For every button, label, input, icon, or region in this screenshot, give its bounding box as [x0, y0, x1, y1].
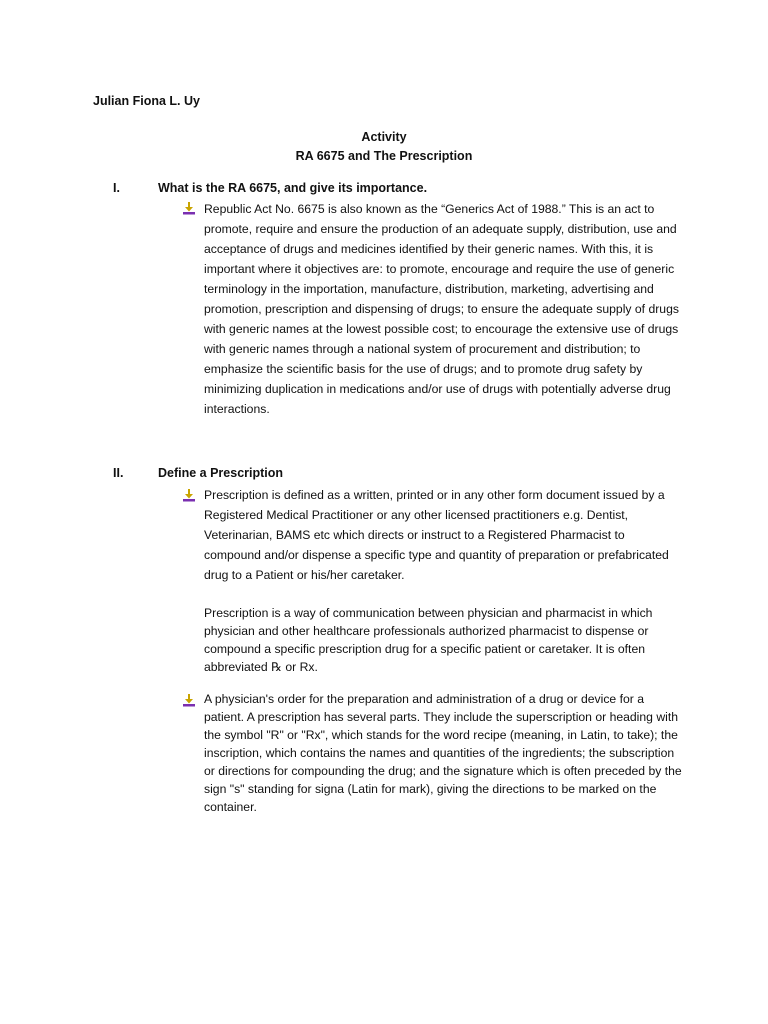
arrow-bullet-icon: [182, 694, 196, 707]
arrow-bullet-icon: [182, 202, 196, 215]
section-number: II.: [113, 466, 124, 480]
paragraph-physician-order: A physician's order for the preparation and administration of a drug or device for a patient. A prescription has several parts. They include the superscription or heading with the symbol "R" or "Rx", which stands for the word recipe (meaning, in Latin, to take); the inscription, which contains the names and quantities of the ingredients; the subscription or directions for compounding the drug; and the signature which is often preceded by the sign "s" standing for signa (Latin for mark), giving the directions to be marked on the container.: [204, 692, 682, 814]
section-title: Define a Prescription: [158, 466, 284, 480]
paragraph-prescription-communication: Prescription is a way of communication between physician and pharmacist in which physician and other healthcare professionals authorized pharmacist to dispense or compound a specific prescription drug for a specific patient or caretaker. It is often abbreviated ℞ or Rx.: [204, 606, 653, 674]
section-number: I.: [113, 181, 120, 195]
section-title: What is the RA 6675, and give its importance.: [158, 181, 428, 195]
document-title: [0, 128, 768, 166]
paragraph-ra6675: Republic Act No. 6675 is also known as the “Generics Act of 1988.” This is an act to promote, require and ensure the production of an adequate supply, distribution, use and acceptance of drugs and medicines identified by their generic names. With this, it is important where it objectives are: to promote, encourage and require the use of generic terminology in the importation, manufacture, distribution, marketing, advertising and promotion, prescription and dispensing of drugs; to ensure the adequate supply of drugs with generic names at the lowest possible cost; to encourage the extensive use of drugs with generic names through a national system of procurement and distribution; to emphasize the scientific basis for the use of drugs; and to promote drug safety by minimizing duplication in medications and/or use of drugs with potentially adverse drug interactions.: [204, 202, 679, 416]
title-line-subject: RA 6675 and The Prescription: [295, 149, 473, 163]
title-line-activity: Activity: [361, 130, 407, 144]
paragraph-prescription-definition: Prescription is defined as a written, printed or in any other form document issued by a Registered Medical Practitioner or any other licensed practitioners e.g. Dentist, Veterinarian, BAMS etc which directs or instruct to a Registered Pharmacist to compound and/or dispense a specific type and quantity of preparation or prefabricated drug to a Patient or his/her caretaker.: [204, 488, 669, 582]
arrow-bullet-icon: [182, 489, 196, 502]
author-name: Julian Fiona L. Uy: [93, 94, 200, 108]
